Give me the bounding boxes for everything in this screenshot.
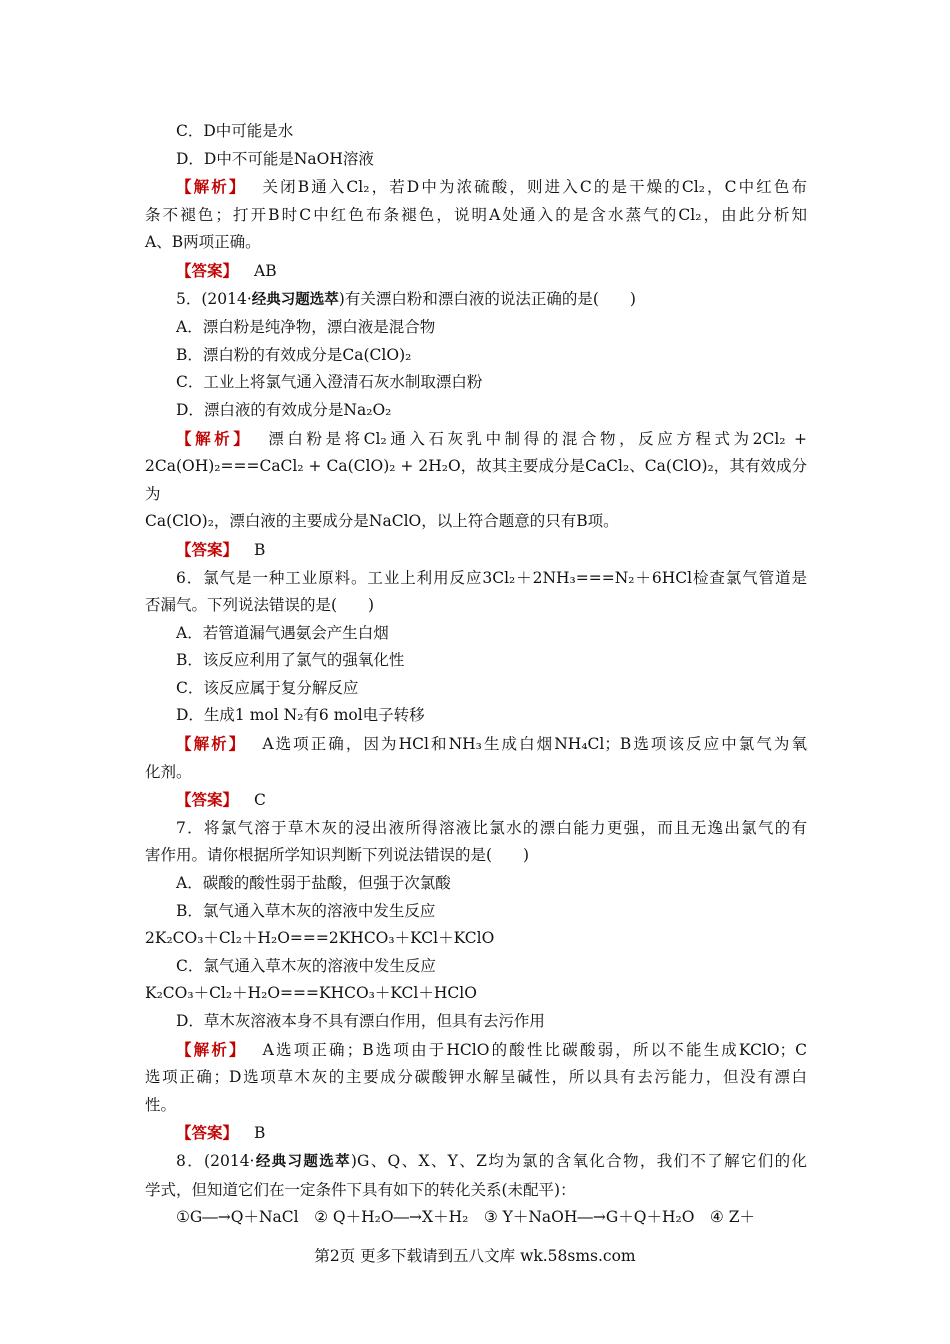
text-span: C	[254, 791, 266, 810]
page-footer: 第2页 更多下载请到五八文库 wk.58sms.com	[314, 1247, 636, 1265]
text-line	[145, 870, 807, 898]
text-line	[145, 286, 807, 315]
text-line	[145, 647, 807, 675]
text-line	[145, 1008, 807, 1036]
text-span: B	[254, 540, 266, 559]
text-line	[145, 620, 807, 648]
text-span: 条不褪色；打开B时C中红色布条褪色，说明A处通入的是含水蒸气的Cl₂，由此分析知	[145, 205, 807, 224]
text-line	[145, 842, 807, 870]
text-span: B．漂白粉的有效成分是Ca(ClO)₂	[176, 345, 412, 364]
text-span: A选项正确，因为HCl和NH₃生成白烟NH₄Cl；B选项该反应中氯气为氧	[262, 735, 807, 754]
text-line	[145, 786, 807, 815]
text-line	[145, 314, 807, 342]
text-line	[145, 759, 807, 787]
text-line	[145, 592, 807, 620]
text-line	[145, 257, 807, 286]
text-span: 2Ca(OH)₂===CaCl₂ + Ca(ClO)₂ + 2H₂O，故其主要成分是CaCl₂、Ca(ClO)₂，其有效成分为	[145, 457, 807, 503]
text-span: B．该反应利用了氯气的强氧化性	[176, 651, 405, 670]
text-span: )有关漂白粉和漂白液的说法正确的是( )	[338, 289, 636, 308]
text-line	[145, 397, 807, 425]
section-label: 【解析】	[176, 1039, 247, 1059]
text-line	[145, 508, 807, 536]
text-line	[145, 565, 807, 593]
text-span: AB	[254, 261, 277, 280]
text-span: K₂CO₃＋Cl₂＋H₂O===KHCO₃＋KCl＋HClO	[145, 984, 477, 1003]
text-line	[145, 173, 807, 202]
text-span: C．氯气通入草木灰的溶液中发生反应	[176, 956, 436, 975]
text-line	[145, 425, 807, 454]
text-line	[145, 369, 807, 397]
text-line	[145, 953, 807, 981]
text-span: A选项正确；B选项由于HClO的酸性比碳酸弱，所以不能生成KClO；C	[262, 1040, 807, 1059]
text-span: C．工业上将氯气通入澄清石灰水制取漂白粉	[176, 373, 483, 392]
text-span: 害作用。请你根据所学知识判断下列说法错误的是( )	[145, 846, 530, 865]
text-line	[145, 146, 807, 174]
text-line	[145, 925, 807, 953]
text-span: 8．(2014·	[176, 1151, 255, 1170]
text-span: B	[254, 1124, 266, 1143]
text-span: 性。	[145, 1095, 177, 1114]
text-span: 2K₂CO₃＋Cl₂＋H₂O===2KHCO₃＋KCl＋KClO	[145, 929, 495, 948]
text-span: D．D中不可能是NaOH溶液	[176, 149, 374, 168]
text-span: C．D中可能是水	[176, 122, 294, 140]
text-line	[145, 202, 807, 230]
text-line	[145, 730, 807, 759]
text-span: ①G―→Q＋NaCl ② Q＋H₂O―→X＋H₂ ③ Y＋NaOH―→G＋Q＋H₂O ④ Z＋	[176, 1208, 756, 1227]
section-label: 【答案】	[176, 539, 239, 559]
text-span: 关闭B通入Cl₂，若D中为浓硫酸，则进入C的是干燥的Cl₂，C中红色布	[262, 178, 807, 197]
section-label: 【解析】	[176, 428, 253, 448]
text-span: )G、Q、X、Y、Z均为氯的含氧化合物，我们不了解它们的化	[350, 1151, 807, 1170]
section-label: 【答案】	[176, 260, 239, 280]
text-line	[145, 1064, 807, 1092]
document-body	[145, 118, 807, 1232]
text-span: 学式，但知道它们在一定条件下具有如下的转化关系(未配平)：	[145, 1180, 576, 1199]
text-span: 否漏气。下列说法错误的是( )	[145, 596, 375, 615]
text-line	[145, 980, 807, 1008]
text-line	[145, 1204, 807, 1232]
text-line	[145, 1092, 807, 1120]
text-span: 漂白粉是将Cl₂通入石灰乳中制得的混合物，反应方程式为2Cl₂ +	[268, 429, 807, 448]
text-span: D．生成1 mol N₂有6 mol电子转移	[176, 706, 425, 725]
text-line	[145, 1177, 807, 1205]
text-span: C．该反应属于复分解反应	[176, 678, 359, 697]
text-span: B．氯气通入草木灰的溶液中发生反应	[176, 901, 436, 920]
source-label: 经典习题选萃	[254, 1153, 351, 1170]
text-span: 选项正确；D选项草木灰的主要成分碳酸钾水解呈碱性，所以具有去污能力，但没有漂白	[145, 1068, 807, 1087]
section-label: 【答案】	[176, 790, 239, 810]
text-line	[145, 342, 807, 370]
text-line	[145, 815, 807, 843]
text-line	[145, 229, 807, 257]
text-span: A、B两项正确。	[145, 233, 261, 252]
text-span: 7．将氯气溶于草木灰的浸出液所得溶液比氯水的漂白能力更强，而且无逸出氯气的有	[176, 818, 807, 837]
text-line	[145, 1119, 807, 1148]
text-span: 5．(2014·	[176, 289, 252, 308]
text-line	[145, 898, 807, 926]
section-label: 【解析】	[176, 734, 247, 754]
text-span: D．草木灰溶液本身不具有漂白作用，但具有去污作用	[176, 1012, 545, 1030]
text-span: A．漂白粉是纯净物，漂白液是混合物	[176, 318, 436, 337]
text-line	[145, 118, 807, 146]
text-span: 化剂。	[145, 762, 192, 781]
section-label: 【解析】	[176, 177, 247, 197]
text-span: D．漂白液的有效成分是Na₂O₂	[176, 400, 392, 419]
section-label: 【答案】	[176, 1123, 239, 1143]
source-label: 经典习题选萃	[251, 291, 339, 308]
text-line	[145, 453, 807, 508]
text-span: Ca(ClO)₂，漂白液的主要成分是NaClO，以上符合题意的只有B项。	[145, 512, 619, 531]
text-line	[145, 702, 807, 730]
text-line	[145, 1148, 807, 1177]
text-line	[145, 675, 807, 703]
text-span: A．若管道漏气遇氨会产生白烟	[176, 623, 389, 642]
text-span: 6．氯气是一种工业原料。工业上利用反应3Cl₂＋2NH₃===N₂＋6HCl检查氯气管道是	[176, 568, 807, 587]
text-line	[145, 536, 807, 565]
text-span: A．碳酸的酸性弱于盐酸，但强于次氯酸	[176, 874, 451, 893]
text-line	[145, 1036, 807, 1065]
